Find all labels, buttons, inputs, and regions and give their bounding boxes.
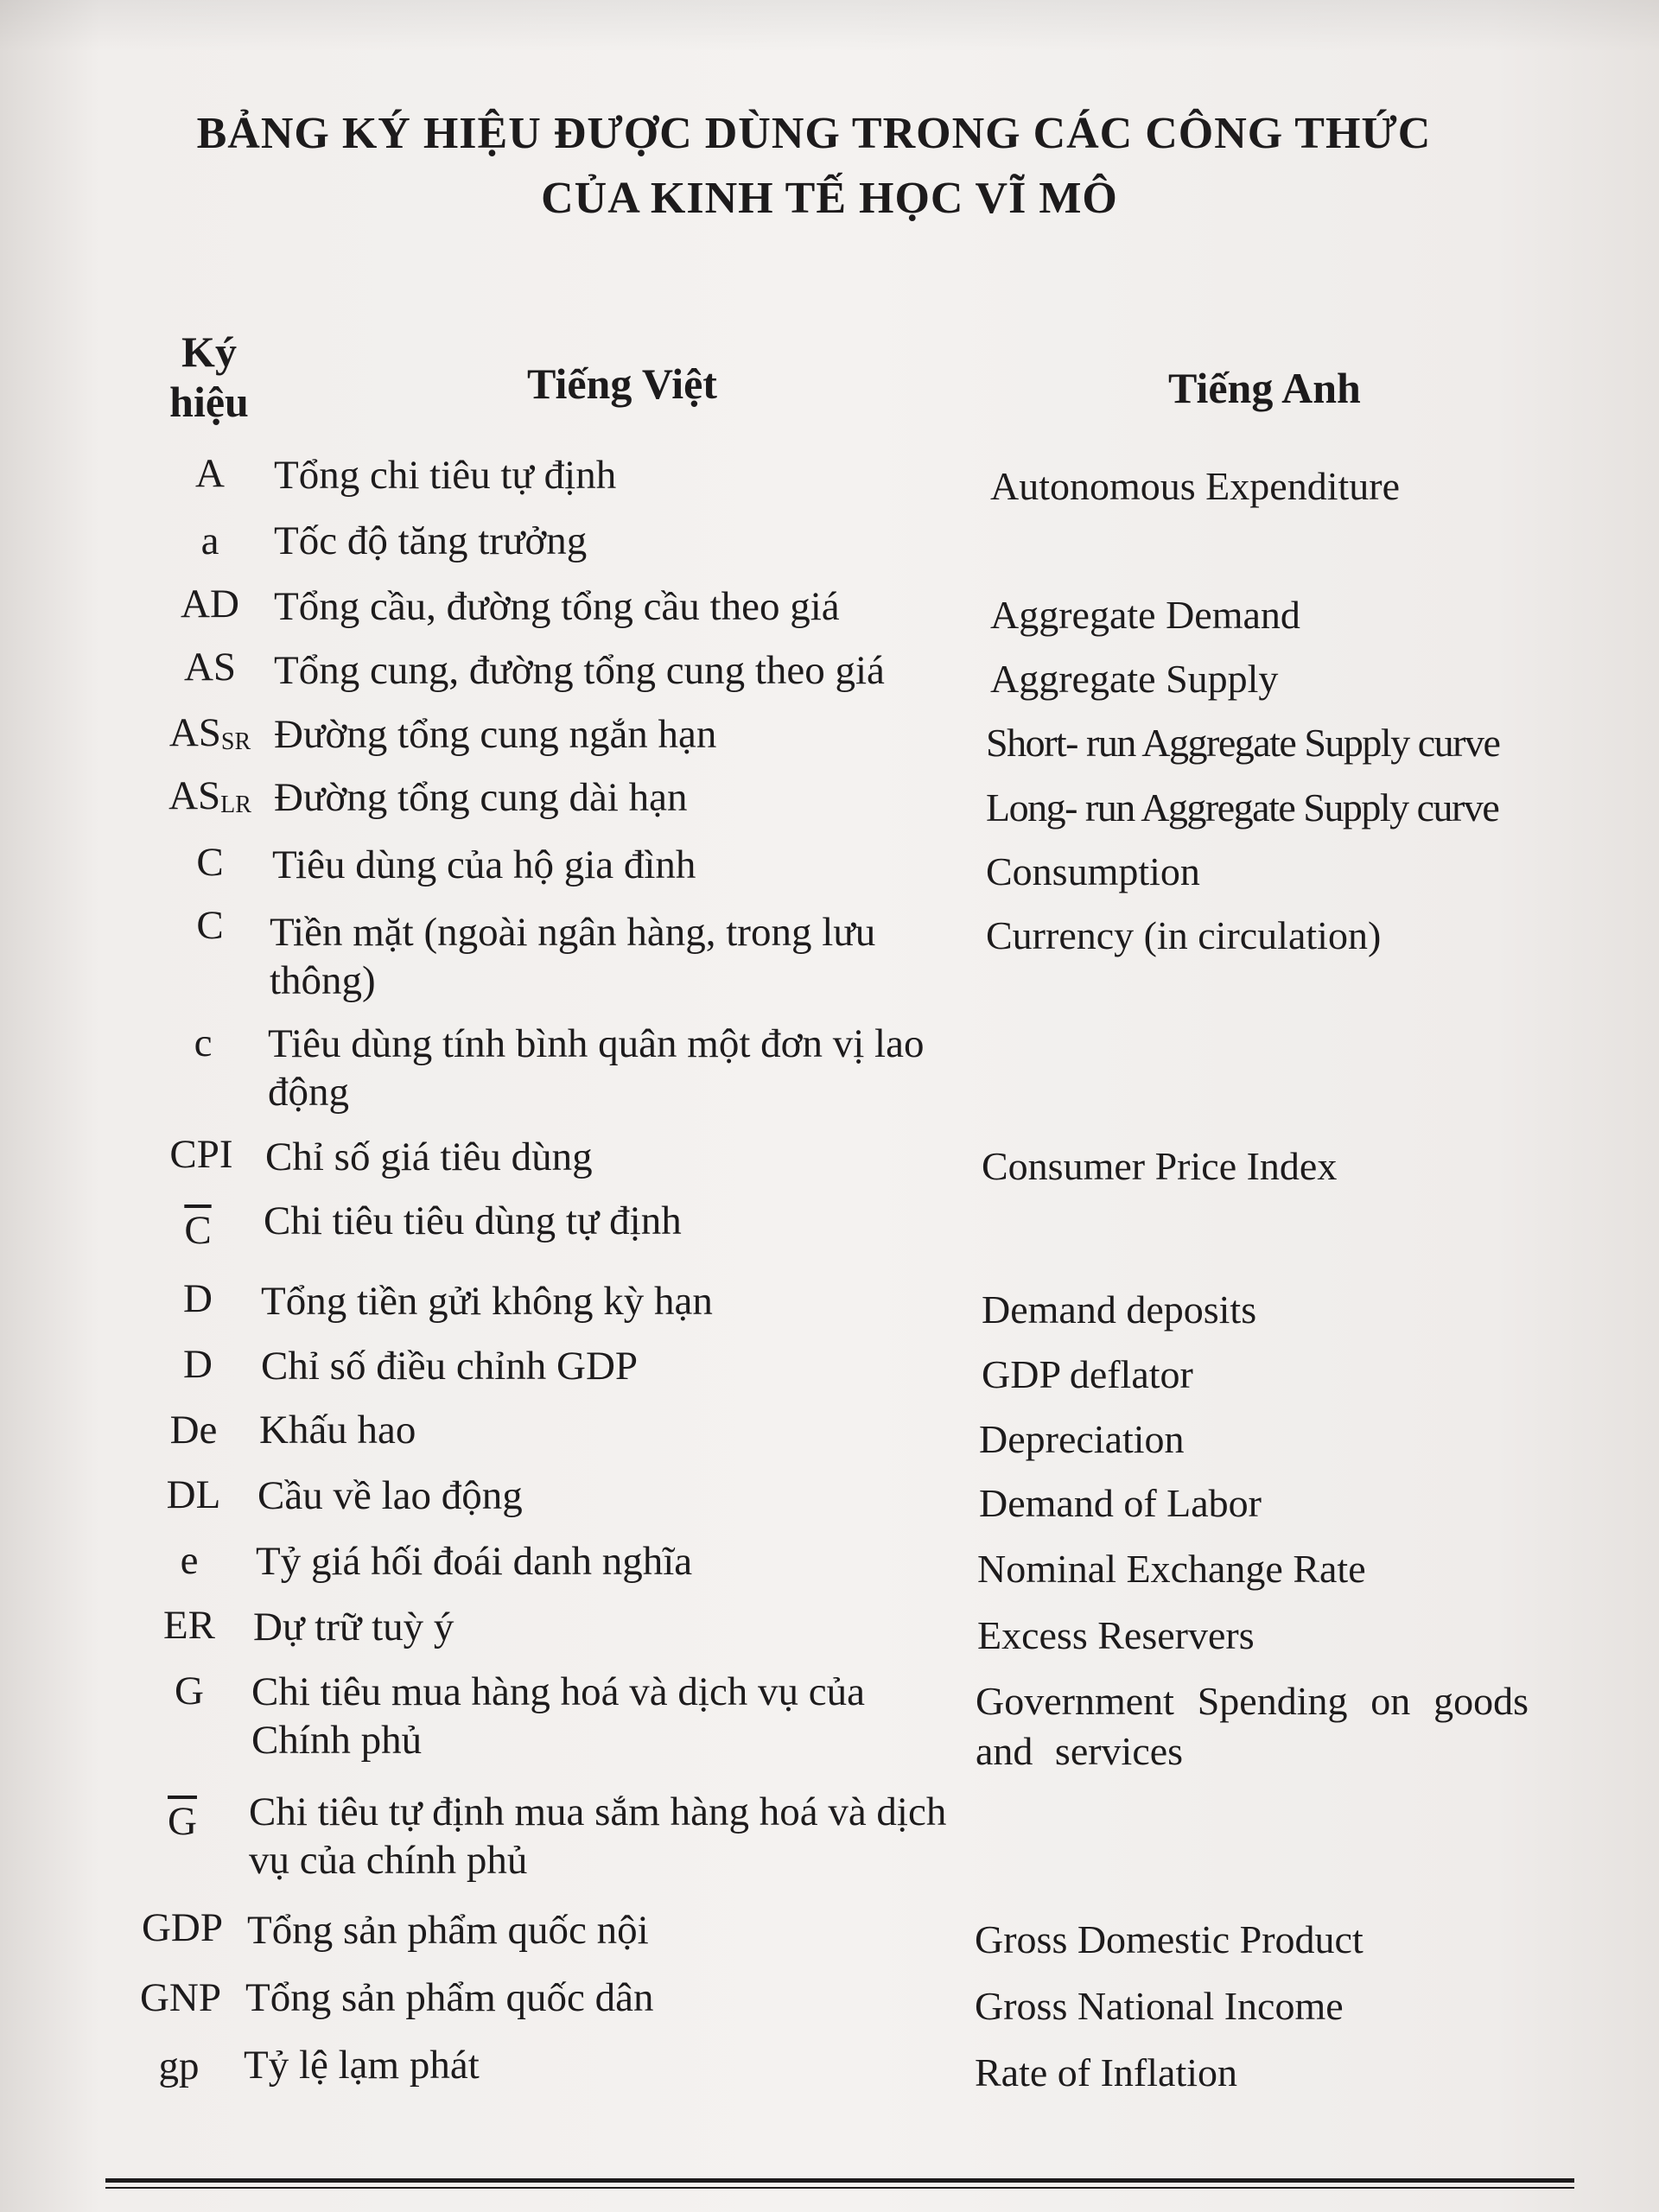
row-vietnamese: Tỷ giá hối đoái danh nghĩa <box>256 1539 693 1584</box>
row-english: Consumer Price Index <box>982 1144 1338 1188</box>
row-vietnamese: Khấu hao <box>259 1408 416 1452</box>
row-vietnamese: Tiêu dùng của hộ gia đình <box>272 842 696 887</box>
row-english: Gross National Income <box>975 1984 1344 2028</box>
row-symbol: c <box>194 1020 213 1065</box>
row-vietnamese: Tổng chi tiêu tự định <box>274 453 617 498</box>
row-vietnamese: Chi tiêu tiêu dùng tự định <box>264 1198 682 1243</box>
row-english: Long- run Aggregate Supply curve <box>986 785 1499 830</box>
row-english: Excess Reservers <box>977 1613 1255 1657</box>
row-english: Consumption <box>986 849 1200 893</box>
row-vietnamese: Chỉ số giá tiêu dùng <box>265 1135 593 1179</box>
page-title-line-1: BẢNG KÝ HIỆU ĐƯỢC DÙNG TRONG CÁC CÔNG THỨC <box>196 109 1432 158</box>
row-vietnamese: Chỉ số điều chỉnh GDP <box>261 1344 639 1389</box>
row-symbol: AD <box>181 582 239 626</box>
row-symbol: D <box>183 1276 213 1321</box>
row-symbol-base: AS <box>168 773 221 818</box>
row-symbol: ER <box>162 1603 216 1648</box>
row-symbol-subscript: SR <box>220 728 251 755</box>
row-symbol <box>109 1797 256 1846</box>
row-vietnamese: Tỷ lệ lạm phát <box>244 2043 480 2088</box>
row-english: Gross Domestic Product <box>975 1917 1363 1961</box>
row-vietnamese: Tổng tiền gửi không kỳ hạn <box>261 1279 713 1324</box>
page-shadow <box>0 0 1659 52</box>
bottom-rule-thin <box>105 2187 1574 2189</box>
row-symbol: A <box>195 451 225 496</box>
row-symbol: C <box>196 903 224 948</box>
row-vietnamese: Tiêu dùng tính bình quân một đơn vị lao động <box>268 1021 925 1115</box>
row-symbol: AS <box>183 645 237 690</box>
row-symbol: C <box>196 840 224 885</box>
bottom-rule-thick <box>105 2178 1574 2183</box>
row-vietnamese: Đường tổng cung ngắn hạn <box>274 712 717 757</box>
row-english: Short- run Aggregate Supply curve <box>986 721 1500 765</box>
row-symbol-overline: $\overline{C}$ <box>184 1208 212 1253</box>
row-symbol: a <box>200 518 219 563</box>
row-symbol <box>137 772 283 830</box>
row-vietnamese: Cầu về lao động <box>257 1473 523 1518</box>
row-symbol-base: AS <box>168 710 221 755</box>
row-vietnamese: Đường tổng cung dài hạn <box>274 775 688 820</box>
page-title-line-2: CỦA KINH TẾ HỌC VĨ MÔ <box>541 174 1118 223</box>
row-vietnamese: Tổng cầu, đường tổng cầu theo giá <box>274 584 840 629</box>
column-header-symbol-line-2: hiệu <box>169 378 249 426</box>
row-english: Demand of Labor <box>979 1481 1262 1525</box>
row-symbol: CPI <box>169 1132 233 1177</box>
row-symbol: GDP <box>141 1905 224 1950</box>
row-vietnamese: Tốc độ tăng trưởng <box>274 518 588 563</box>
row-symbol: DL <box>166 1472 221 1517</box>
row-english: Nominal Exchange Rate <box>977 1547 1366 1591</box>
column-header-symbol <box>166 327 252 427</box>
row-vietnamese: Chi tiêu mua hàng hoá và dịch vụ của Chính phủ <box>251 1669 866 1763</box>
row-english: Government Spending on goods and services <box>976 1679 1529 1773</box>
row-english: Depreciation <box>979 1417 1185 1461</box>
row-vietnamese: Tiền mặt (ngoài ngân hàng, trong lưu thông) <box>270 910 876 1003</box>
row-symbol: D <box>183 1342 213 1387</box>
row-symbol: e <box>180 1538 199 1583</box>
row-english: Aggregate Supply <box>990 657 1279 701</box>
row-symbol <box>137 709 283 766</box>
row-vietnamese: Dự trữ tuỳ ý <box>253 1605 454 1649</box>
row-vietnamese: Chi tiêu tự định mua sắm hàng hoá và dịch vụ của chính phủ <box>249 1789 947 1883</box>
row-english: GDP deflator <box>982 1352 1193 1396</box>
row-english: Aggregate Demand <box>990 593 1300 637</box>
row-vietnamese: Tổng sản phẩm quốc dân <box>245 1975 654 2020</box>
row-english: Demand deposits <box>982 1287 1257 1332</box>
row-vietnamese: Tổng sản phẩm quốc nội <box>247 1908 649 1953</box>
row-symbol: gp <box>158 2044 200 2088</box>
row-vietnamese: Tổng cung, đường tổng cung theo giá <box>274 648 885 693</box>
row-english: Currency (in circulation) <box>986 913 1382 957</box>
row-symbol-subscript: LR <box>220 791 251 818</box>
column-header-symbol-line-1: Ký <box>181 327 237 376</box>
row-symbol-overline: $\overline{G}$ <box>168 1799 197 1844</box>
row-english: Autonomous Expenditure <box>990 464 1400 508</box>
row-symbol: GNP <box>139 1975 222 2020</box>
row-symbol <box>124 1206 271 1255</box>
row-symbol: De <box>169 1408 218 1452</box>
row-english: Rate of Inflation <box>975 2050 1238 2094</box>
row-symbol: G <box>175 1669 204 1713</box>
column-header-vietnamese: Tiếng Việt <box>527 359 717 408</box>
column-header-english: Tiếng Anh <box>1168 364 1361 412</box>
